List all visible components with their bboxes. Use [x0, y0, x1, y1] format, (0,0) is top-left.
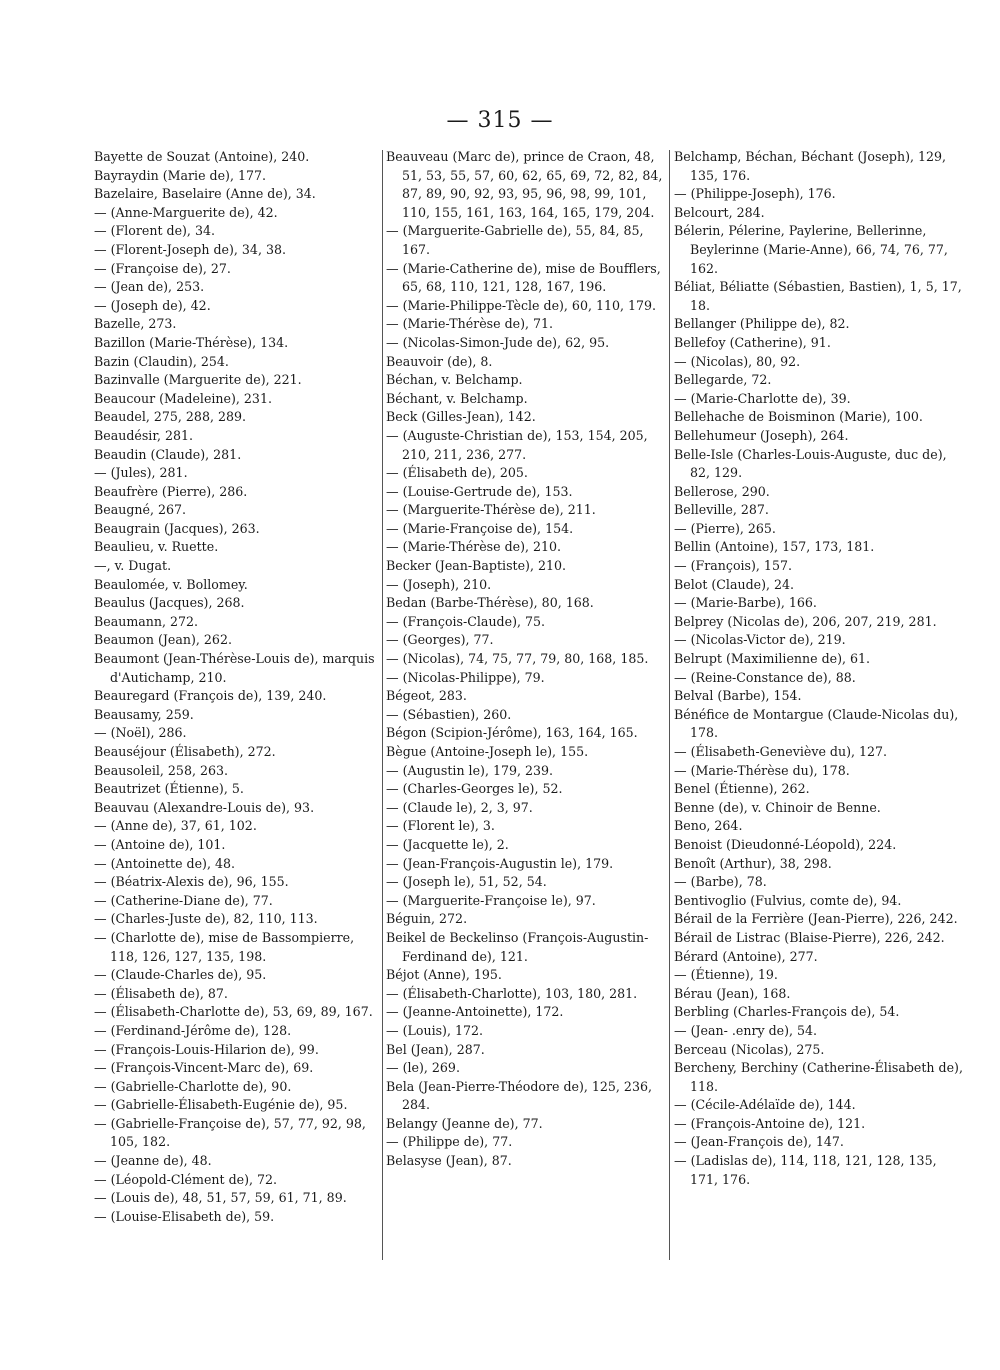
index-entry: — (François-Antoine de), 121. — [674, 1115, 866, 1131]
index-entry: — (Claude le), 2, 3, 97. — [386, 799, 533, 815]
index-entry: — (Anne de), 37, 61, 102. — [94, 818, 257, 834]
index-entry: — (Joseph le), 51, 52, 54. — [386, 874, 547, 890]
index-entry: — (Noël), 286. — [94, 725, 187, 741]
index-entry: Bazillon (Marie-Thérèse), 134. — [94, 334, 289, 350]
index-entry: — (Philippe-Joseph), 176. — [674, 186, 836, 202]
index-entry: Belprey (Nicolas de), 206, 207, 219, 281. — [674, 613, 937, 629]
index-entry: Beaumon (Jean), 262. — [94, 632, 232, 648]
index-entry: Beikel de Beckelinso (François-Augustin-Ferdinand de), 121. — [386, 929, 649, 964]
index-entry: — (Nicolas-Philippe), 79. — [386, 669, 545, 685]
index-entry: — (Marie-Philippe-Tècle de), 60, 110, 179. — [386, 297, 657, 313]
index-entry: — (Louise-Elisabeth de), 59. — [94, 1208, 275, 1224]
index-entry: Béguin, 272. — [386, 911, 468, 927]
index-entry: — (Jeanne de), 48. — [94, 1153, 212, 1169]
index-column-3 — [674, 148, 964, 1189]
index-entry: Bazinvalle (Marguerite de), 221. — [94, 372, 302, 388]
index-entry: — (Élisabeth de), 87. — [94, 985, 228, 1001]
index-entry: — (le), 269. — [386, 1060, 460, 1076]
index-entry: Berceau (Nicolas), 275. — [674, 1041, 825, 1057]
index-entry: Bellehache de Boisminon (Marie), 100. — [674, 409, 923, 425]
index-entry: — (Marguerite-Françoise le), 97. — [386, 892, 596, 908]
index-entry: Beaulieu, v. Ruette. — [94, 539, 219, 555]
index-entry: Bègue (Antoine-Joseph le), 155. — [386, 744, 589, 759]
index-entry: Béchan, v. Belchamp. — [386, 372, 523, 388]
index-entry: — (François-Louis-Hilarion de), 99. — [94, 1041, 319, 1057]
index-entry: Beaudésir, 281. — [94, 427, 194, 443]
index-entry: — (Élisabeth-Charlotte), 103, 180, 281. — [386, 985, 638, 1001]
index-entry: — (Ferdinand-Jérôme de), 128. — [94, 1022, 292, 1038]
index-entry: Beaumann, 272. — [94, 613, 199, 629]
index-entry: — (Gabrielle-Charlotte de), 90. — [94, 1078, 292, 1094]
index-entry: Belle-Isle (Charles-Louis-Auguste, duc de), 82, 129. — [674, 446, 947, 481]
index-entry: Bérau (Jean), 168. — [674, 985, 791, 1001]
index-entry: — (Florent de), 34. — [94, 223, 215, 239]
index-entry: — (Augustin le), 179, 239. — [386, 762, 554, 778]
index-entry: Bel (Jean), 287. — [386, 1041, 485, 1057]
index-entry: Bélerin, Pélerine, Paylerine, Bellerinne, Beylerinne (Marie-Anne), 66, 74, 76, 77, 162. — [674, 223, 948, 276]
index-entry: — (Joseph de), 42. — [94, 297, 211, 313]
index-entry: Bentivoglio (Fulvius, comte de), 94. — [674, 892, 902, 908]
index-entry: — (Marie-Barbe), 166. — [674, 595, 817, 611]
index-entry: Bellin (Antoine), 157, 173, 181. — [674, 539, 875, 555]
index-entry: Beck (Gilles-Jean), 142. — [386, 409, 536, 425]
index-entry: — (Jules), 281. — [94, 465, 188, 481]
index-entry: — (Jean-François de), 147. — [674, 1134, 844, 1150]
index-entry: Bellerose, 290. — [674, 483, 770, 499]
index-entry: Beautrizet (Étienne), 5. — [94, 781, 244, 797]
index-entry: — (Marie-Françoise de), 154. — [386, 520, 574, 536]
index-entry: Benel (Étienne), 262. — [674, 781, 810, 797]
index-entry: — (Antoinette de), 48. — [94, 855, 235, 871]
index-entry: Beauveau (Marc de), prince de Craon, 48, 51, 53, 55, 57, 60, 62, 65, 69, 72, 82, 84, 87, 89, 90, 92, 93, 95, 96, 98, 99, 101, 110, 155, 161, 163, 164, 165, 179, 204. — [386, 149, 663, 220]
index-entry: — (Jean-François-Augustin le), 179. — [386, 855, 614, 871]
index-entry: — (Élisabeth de), 205. — [386, 465, 528, 481]
index-entry: — (Auguste-Christian de), 153, 154, 205, 210, 211, 236, 277. — [386, 427, 648, 462]
index-entry: — (Marie-Thérèse du), 178. — [674, 762, 850, 778]
index-entry: Beaudin (Claude), 281. — [94, 446, 242, 462]
index-entry: Berbling (Charles-François de), 54. — [674, 1004, 900, 1020]
index-entry: Becker (Jean-Baptiste), 210. — [386, 558, 567, 574]
index-entry: Beausoleil, 258, 263. — [94, 762, 228, 778]
index-entry: — (Sébastien), 260. — [386, 706, 512, 722]
index-entry: Bellefoy (Catherine), 91. — [674, 334, 831, 350]
index-entry: Beaumont (Jean-Thérèse-Louis de), marquis d'Autichamp, 210. — [94, 651, 375, 685]
index-entry: Bérard (Antoine), 277. — [674, 948, 818, 964]
index-entry: Beaufrère (Pierre), 286. — [94, 483, 248, 499]
index-entry: Belrupt (Maximilienne de), 61. — [674, 651, 871, 667]
index-entry: Bazelle, 273. — [94, 316, 177, 332]
index-entry: — (Charles-Georges le), 52. — [386, 781, 563, 797]
index-entry: — (Élisabeth-Geneviève du), 127. — [674, 744, 888, 759]
index-entry: Bégon (Scipion-Jérôme), 163, 164, 165. — [386, 725, 638, 741]
index-entry: — (Barbe), 78. — [674, 874, 767, 890]
index-entry: — (Marguerite-Thérèse de), 211. — [386, 502, 596, 518]
index-entry: — (Anne-Marguerite de), 42. — [94, 204, 278, 220]
index-entry: — (Charles-Juste de), 82, 110, 113. — [94, 911, 318, 927]
index-column-2 — [386, 148, 672, 1171]
index-entry: — (Jean- .enry de), 54. — [674, 1022, 818, 1038]
index-entry: — (Charlotte de), mise de Bassompierre, 118, 126, 127, 135, 198. — [94, 929, 355, 964]
index-entry: — (Marie-Thérèse de), 210. — [386, 539, 562, 555]
index-entry: Bégeot, 283. — [386, 688, 467, 704]
index-entry: Bedan (Barbe-Thérèse), 80, 168. — [386, 595, 594, 611]
index-entry: — (Marie-Charlotte de), 39. — [674, 390, 851, 406]
index-entry: — (Pierre), 265. — [674, 520, 776, 536]
index-entry: Beaudel, 275, 288, 289. — [94, 409, 247, 425]
index-entry: — (Reine-Constance de), 88. — [674, 669, 856, 685]
index-entry: — (Claude-Charles de), 95. — [94, 967, 267, 983]
index-entry: — (François), 157. — [674, 558, 792, 574]
index-entry: — (Louis), 172. — [386, 1022, 484, 1038]
index-entry: — (Françoise de), 27. — [94, 260, 231, 276]
index-entry: — (Catherine-Diane de), 77. — [94, 892, 273, 908]
index-column-1 — [94, 148, 382, 1226]
index-entry: Beno, 264. — [674, 818, 743, 834]
index-entry: Bérail de Listrac (Blaise-Pierre), 226, 242. — [674, 929, 945, 945]
index-entry: — (Gabrielle-Élisabeth-Eugénie de), 95. — [94, 1097, 348, 1113]
index-entry: Belangy (Jeanne de), 77. — [386, 1115, 543, 1131]
index-entry: — (François-Vincent-Marc de), 69. — [94, 1060, 314, 1076]
index-entry: — (Nicolas-Victor de), 219. — [674, 632, 846, 648]
index-entry: — (Louis de), 48, 51, 57, 59, 61, 71, 89. — [94, 1190, 347, 1206]
index-entry: — (Philippe de), 77. — [386, 1134, 513, 1150]
index-entry: Bayette de Souzat (Antoine), 240. — [94, 149, 310, 164]
index-entry: — (Marie-Thérèse de), 71. — [386, 316, 554, 332]
index-entry: Benoît (Arthur), 38, 298. — [674, 855, 832, 871]
index-entry: Bellehumeur (Joseph), 264. — [674, 427, 849, 443]
index-entry: — (Marie-Catherine de), mise de Boufflers, 65, 68, 110, 121, 128, 167, 196. — [386, 260, 661, 295]
index-entry: — (Ladislas de), 114, 118, 121, 128, 135, 171, 176. — [674, 1153, 937, 1187]
index-entry: — (Élisabeth-Charlotte de), 53, 69, 89, 167. — [94, 1004, 373, 1020]
index-entry: — (Nicolas-Simon-Jude de), 62, 95. — [386, 334, 610, 350]
index-entry: — (Étienne), 19. — [674, 967, 778, 983]
index-entry: — (Jean de), 253. — [94, 279, 205, 295]
index-entry: — (Antoine de), 101. — [94, 836, 226, 852]
index-entry: — (Jacquette le), 2. — [386, 836, 509, 852]
index-entry: — (Nicolas), 74, 75, 77, 79, 80, 168, 185. — [386, 651, 649, 667]
index-entry: Bela (Jean-Pierre-Théodore de), 125, 236, 284. — [386, 1078, 652, 1113]
index-entry: Beauregard (François de), 139, 240. — [94, 688, 327, 704]
index-entry: Beauséjour (Élisabeth), 272. — [94, 744, 276, 759]
index-entry: Belcourt, 284. — [674, 204, 765, 220]
index-entry: Beaugrain (Jacques), 263. — [94, 520, 260, 536]
index-entry: Belchamp, Béchan, Béchant (Joseph), 129, 135, 176. — [674, 149, 947, 183]
index-entry: — (Marguerite-Gabrielle de), 55, 84, 85, 167. — [386, 223, 644, 257]
index-entry: — (Joseph), 210. — [386, 576, 492, 592]
index-entry: Béchant, v. Belchamp. — [386, 390, 528, 406]
index-entry: Bérail de la Ferrière (Jean-Pierre), 226, 242. — [674, 911, 958, 927]
index-entry: Benne (de), v. Chinoir de Benne. — [674, 799, 881, 815]
index-entry: — (Louise-Gertrude de), 153. — [386, 483, 573, 499]
page-number: — 315 — — [446, 108, 554, 133]
index-entry: — (Béatrix-Alexis de), 96, 155. — [94, 874, 289, 890]
index-entry: Béliat, Béliatte (Sébastien, Bastien), 1, 5, 17, 18. — [674, 279, 962, 313]
index-entry: Beausamy, 259. — [94, 706, 194, 722]
index-entry: —, v. Dugat. — [94, 558, 172, 574]
index-entry: Beaugné, 267. — [94, 502, 186, 518]
index-entry: Bellegarde, 72. — [674, 372, 772, 388]
index-entry: Beaucour (Madeleine), 231. — [94, 390, 272, 406]
index-entry: Bellanger (Philippe de), 82. — [674, 316, 850, 332]
index-entry: Bazelaire, Baselaire (Anne de), 34. — [94, 186, 316, 202]
index-entry: Benoist (Dieudonné-Léopold), 224. — [674, 836, 897, 852]
index-entry: Beaulomée, v. Bollomey. — [94, 576, 248, 592]
index-entry: Bayraydin (Marie de), 177. — [94, 167, 267, 183]
index-entry: — (Nicolas), 80, 92. — [674, 353, 801, 369]
index-entry: Belval (Barbe), 154. — [674, 688, 802, 704]
column-divider — [382, 150, 383, 1260]
index-entry: — (Léopold-Clément de), 72. — [94, 1171, 278, 1187]
index-entry: — (François-Claude), 75. — [386, 613, 546, 629]
index-entry: Belasyse (Jean), 87. — [386, 1153, 512, 1169]
index-entry: Bercheny, Berchiny (Catherine-Élisabeth de), 118. — [674, 1060, 963, 1094]
index-entry: — (Cécile-Adélaïde de), 144. — [674, 1097, 856, 1113]
index-entry: Bazin (Claudin), 254. — [94, 353, 229, 369]
index-entry: Beaulus (Jacques), 268. — [94, 595, 245, 611]
index-entry: Belleville, 287. — [674, 502, 769, 518]
index-entry: Belot (Claude), 24. — [674, 576, 795, 592]
index-entry: — (Florent-Joseph de), 34, 38. — [94, 241, 286, 257]
index-entry: Beauvau (Alexandre-Louis de), 93. — [94, 799, 315, 815]
index-entry: — (Georges), 77. — [386, 632, 494, 648]
index-entry: Beauvoir (de), 8. — [386, 353, 493, 369]
index-entry: — (Jeanne-Antoinette), 172. — [386, 1004, 564, 1020]
index-entry: — (Gabrielle-Françoise de), 57, 77, 92, 98, 105, 182. — [94, 1115, 366, 1150]
index-entry: Bénéfice de Montargue (Claude-Nicolas du), 178. — [674, 706, 959, 741]
index-entry: — (Florent le), 3. — [386, 818, 495, 834]
index-entry: Béjot (Anne), 195. — [386, 967, 502, 983]
